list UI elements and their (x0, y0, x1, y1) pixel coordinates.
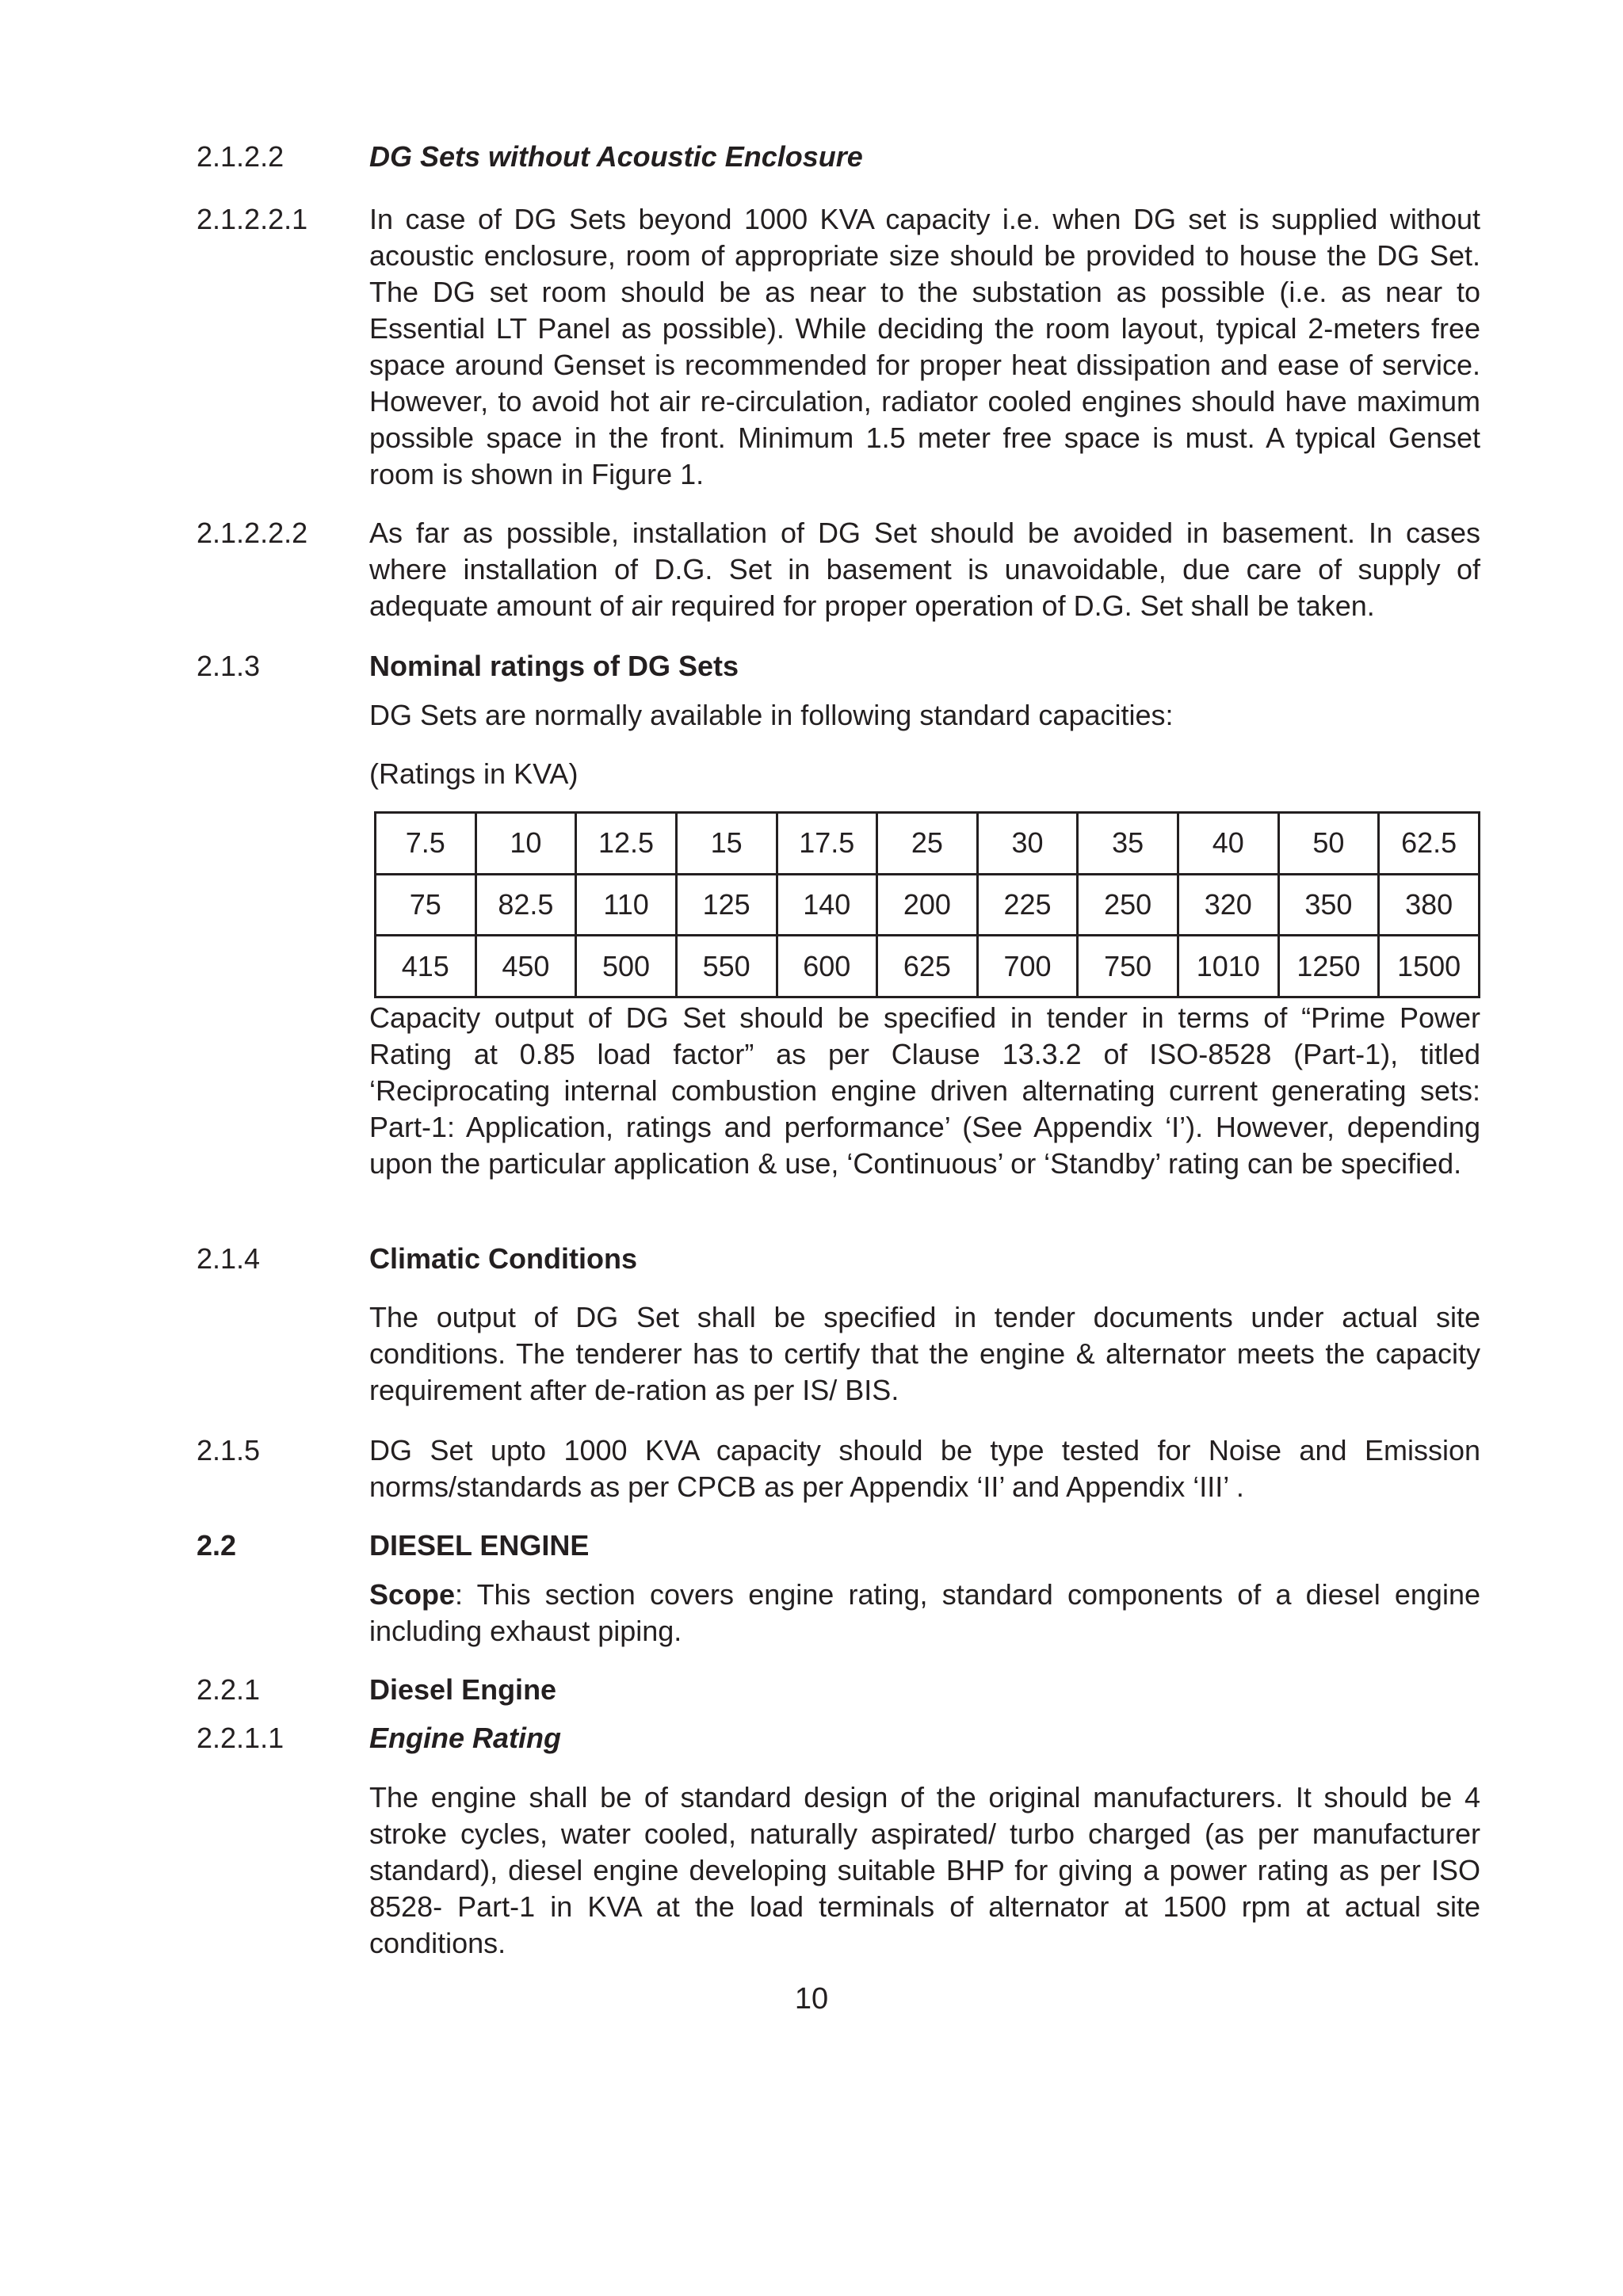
ratings-cell: 1500 (1379, 936, 1480, 997)
section-heading: Climatic Conditions (369, 1242, 638, 1275)
section-heading: Nominal ratings of DG Sets (369, 650, 739, 682)
section-2-2-1-1-body (197, 1779, 1480, 1962)
ratings-cell: 625 (877, 936, 978, 997)
section-2-1-3 (197, 648, 1480, 685)
paragraph: DG Sets are normally available in following standard capacities: (369, 699, 1174, 731)
section-2-1-4 (197, 1241, 1480, 1277)
ratings-cell: 350 (1278, 874, 1379, 936)
ratings-cell: 750 (1078, 936, 1178, 997)
section-2-2-1-1 (197, 1720, 1480, 1756)
ratings-cell: 140 (777, 874, 877, 936)
section-number: 2.1.2.2 (197, 140, 285, 173)
ratings-cell: 7.5 (376, 813, 476, 875)
ratings-cell: 1250 (1278, 936, 1379, 997)
ratings-row (376, 874, 1480, 936)
ratings-cell: 75 (376, 874, 476, 936)
ratings-cell: 12.5 (576, 813, 677, 875)
section-2-2-scope (197, 1577, 1480, 1650)
paragraph: DG Set upto 1000 KVA capacity should be type tested for Noise and Emission norms/standards as per CPCB as per Appendix ‘II’ and Appendix ‘III’ . (369, 1434, 1480, 1503)
ratings-cell: 10 (475, 813, 576, 875)
ratings-cell: 50 (1278, 813, 1379, 875)
section-number: 2.1.5 (197, 1434, 261, 1466)
ratings-row (376, 936, 1480, 997)
ratings-cell: 200 (877, 874, 978, 936)
section-number: 2.1.2.2.2 (197, 517, 308, 549)
ratings-table (374, 811, 1480, 998)
section-2-2 (197, 1527, 1480, 1564)
ratings-cell: 450 (475, 936, 576, 997)
ratings-caption-row (197, 756, 1480, 792)
section-2-2-1 (197, 1672, 1480, 1708)
ratings-row (376, 813, 1480, 875)
ratings-cell: 250 (1078, 874, 1178, 936)
ratings-caption: (Ratings in KVA) (369, 757, 579, 790)
paragraph: As far as possible, installation of DG Set should be avoided in basement. In cases where installation of D.G. Set in basement is unavoidable, due care of supply of adequate amount of air required for proper operation of D.G. Set shall be taken. (369, 517, 1480, 622)
paragraph: Capacity output of DG Set should be specified in tender in terms of “Prime Power Rating at 0.85 load factor” as per Clause 13.3.2 of ISO-8528 (Part-1), titled ‘Reciprocating internal combustion engine driven alternating current generating sets: Part-1: Application, ratings and performance’ (See Appendix ‘I’). However, depending upon the particular application & use, ‘Continuous’ or ‘Standby’ rating can be specified. (369, 1001, 1480, 1180)
paragraph: The output of DG Set shall be specified in tender documents under actual site conditions. The tenderer has to certify that the engine & alternator meets the capacity requirement after de-ration as per IS/ BIS. (369, 1301, 1480, 1406)
ratings-cell: 82.5 (475, 874, 576, 936)
section-heading: Engine Rating (369, 1722, 561, 1754)
ratings-cell: 320 (1178, 874, 1279, 936)
ratings-cell: 700 (977, 936, 1078, 997)
section-2-1-2-2-2 (197, 515, 1480, 624)
ratings-cell: 25 (877, 813, 978, 875)
section-heading: DG Sets without Acoustic Enclosure (369, 140, 863, 173)
paragraph: The engine shall be of standard design of the original manufacturers. It should be 4 stroke cycles, water cooled, naturally aspirated/ turbo charged (as per manufacturer standard), diesel engine developing suitable BHP for giving a power rating as per ISO 8528- Part-1 in KVA at the load terminals of alternator at 1500 rpm at actual site conditions. (369, 1781, 1480, 1959)
section-number: 2.2 (197, 1529, 237, 1562)
ratings-cell: 40 (1178, 813, 1279, 875)
page-number: 10 (794, 1982, 829, 2016)
section-number: 2.2.1.1 (197, 1722, 285, 1754)
section-heading: Diesel Engine (369, 1673, 557, 1706)
ratings-cell: 1010 (1178, 936, 1279, 997)
scope-label: Scope (369, 1578, 456, 1611)
ratings-cell: 30 (977, 813, 1078, 875)
section-2-1-2-2 (197, 139, 1480, 175)
ratings-cell: 35 (1078, 813, 1178, 875)
section-2-1-5 (197, 1432, 1480, 1505)
ratings-cell: 110 (576, 874, 677, 936)
ratings-cell: 550 (676, 936, 777, 997)
ratings-intro (197, 697, 1480, 734)
ratings-cell: 62.5 (1379, 813, 1480, 875)
section-2-1-2-2-1 (197, 201, 1480, 493)
section-number: 2.1.2.2.1 (197, 203, 308, 235)
ratings-cell: 500 (576, 936, 677, 997)
section-number: 2.1.3 (197, 650, 261, 682)
ratings-cell: 600 (777, 936, 877, 997)
paragraph (369, 1577, 1480, 1650)
paragraph: In case of DG Sets beyond 1000 KVA capacity i.e. when DG set is supplied without acoustic enclosure, room of appropriate size should be provided to house the DG Set. The DG set room should be as near to the substation as possible (i.e. as near to Essential LT Panel as possible). While deciding the room layout, typical 2-meters free space around Genset is recommended for proper heat dissipation and ease of service. However, to avoid hot air re-circulation, radiator cooled engines should have maximum possible space in the front. Minimum 1.5 meter free space is must. A typical Genset room is shown in Figure 1. (369, 203, 1480, 490)
section-heading: DIESEL ENGINE (369, 1529, 590, 1562)
ratings-explanation (197, 1000, 1480, 1182)
ratings-cell: 380 (1379, 874, 1480, 936)
section-number: 2.2.1 (197, 1673, 261, 1706)
ratings-cell: 125 (676, 874, 777, 936)
ratings-cell: 15 (676, 813, 777, 875)
section-2-1-4-body (197, 1299, 1480, 1409)
ratings-cell: 225 (977, 874, 1078, 936)
ratings-cell: 415 (376, 936, 476, 997)
scope-text: : This section covers engine rating, standard components of a diesel engine including exhaust piping. (369, 1578, 1480, 1647)
ratings-cell: 17.5 (777, 813, 877, 875)
section-number: 2.1.4 (197, 1242, 261, 1275)
